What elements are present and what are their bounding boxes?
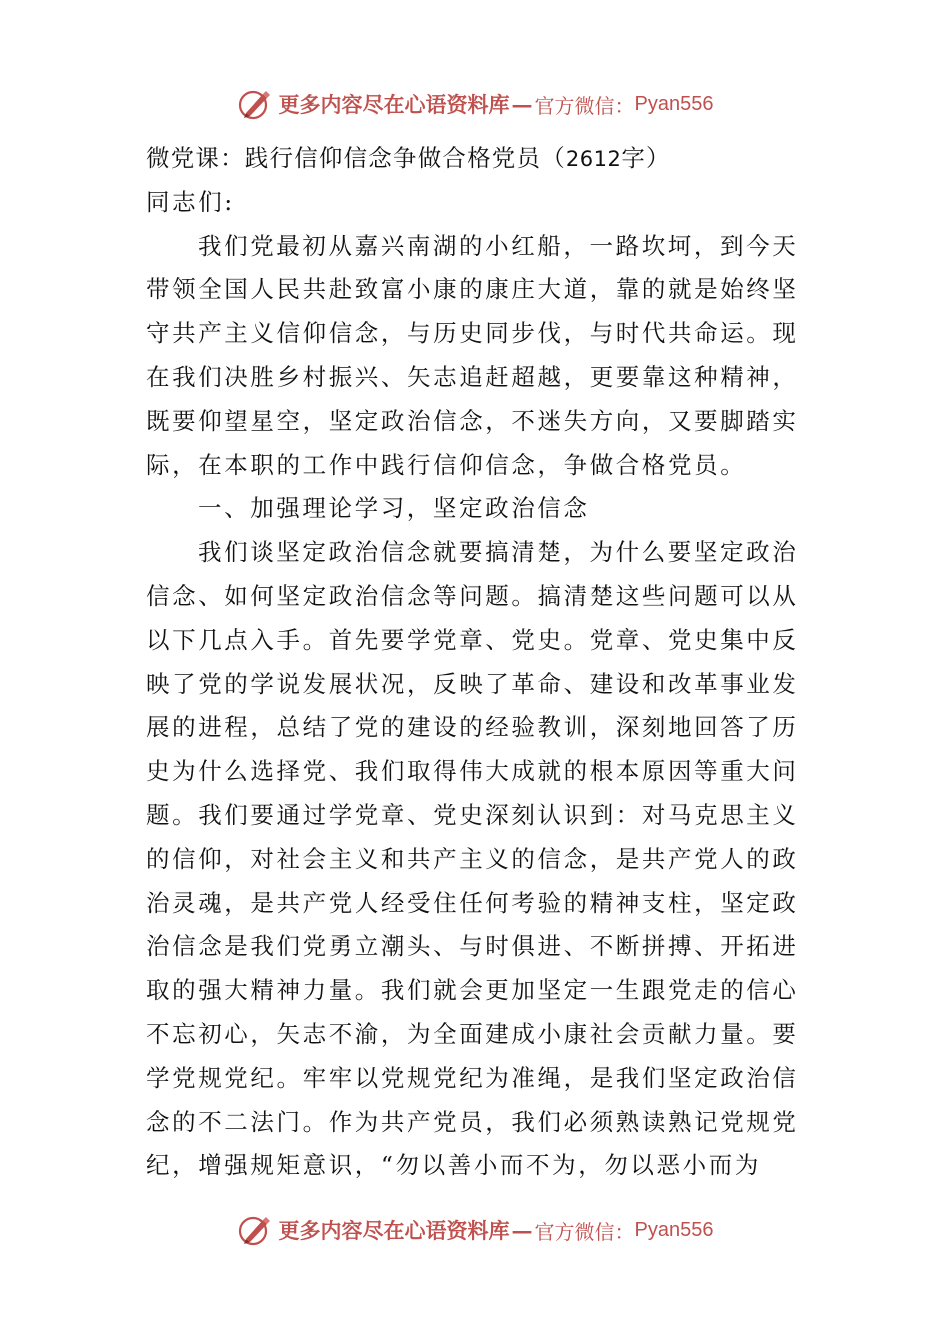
title-prefix: 微党课：践行信仰信念争做合格党员（	[146, 144, 566, 172]
text-line: 我们党最初从嘉兴南湖的小红船，一路坎坷，到今天	[198, 231, 799, 260]
banner-wechat-id: Pyan556	[634, 1218, 714, 1241]
footer-banner	[0, 1210, 950, 1250]
text-line: 展的进程，总结了党的建设的经验教训，深刻地回答了历	[146, 713, 799, 742]
document-body	[146, 137, 810, 1188]
text-line: 守共产主义信仰信念，与历史同步伐，与时代共命运。现	[146, 319, 799, 348]
pen-logo-icon	[237, 1212, 273, 1248]
header-banner	[0, 84, 950, 124]
text-line: 史为什么选择党、我们取得伟大成就的根本原因等重大问	[146, 757, 799, 786]
text-line: 的信仰，对社会主义和共产主义的信念，是共产党人的政	[146, 844, 799, 873]
text-line: 题。我们要通过学党章、党史深刻认识到：对马克思主义	[146, 800, 799, 829]
banner-brand: 更多内容尽在心语资料库	[278, 92, 510, 117]
text-line: 信念、如何坚定政治信念等问题。搞清楚这些问题可以从	[146, 581, 799, 610]
title-word-count: 2612	[565, 147, 622, 171]
text-line: 既要仰望星空，坚定政治信念，不迷失方向，又要脚踏实	[146, 406, 799, 435]
text-line: 学党规党纪。牢牢以党规党纪为准绳，是我们坚定政治信	[146, 1063, 799, 1092]
banner-separator: —	[511, 91, 533, 117]
text-line: 在我们决胜乡村振兴、矢志追赶超越，更要靠这种精神，	[146, 362, 799, 391]
salutation: 同志们:	[146, 187, 235, 216]
banner-wechat-label: 官方微信：	[534, 93, 635, 118]
text-line: 一、加强理论学习，坚定政治信念	[198, 494, 590, 523]
text-line: 治灵魂，是共产党人经受住任何考验的精神支柱，坚定政	[146, 888, 799, 917]
banner-separator: —	[511, 1217, 533, 1243]
text-line: 不忘初心，矢志不渝，为全面建成小康社会贡献力量。要	[146, 1019, 799, 1048]
text-line: 治信念是我们党勇立潮头、与时俱进、不断拼搏、开拓进	[146, 932, 799, 961]
text-line: 我们谈坚定政治信念就要搞清楚，为什么要坚定政治	[198, 538, 799, 567]
text-line: 取的强大精神力量。我们就会更加坚定一生跟党走的信心	[146, 976, 799, 1005]
text-line: 纪，增强规矩意识，“勿以善小而不为，勿以恶小而为	[146, 1151, 761, 1180]
banner-wechat-label: 官方微信：	[534, 1219, 635, 1244]
text-line: 际，在本职的工作中践行信仰信念，争做合格党员。	[146, 450, 747, 479]
pen-logo-icon	[237, 86, 273, 122]
text-line: 以下几点入手。首先要学党章、党史。党章、党史集中反	[146, 625, 799, 654]
document-title	[146, 137, 810, 181]
paragraph-lines	[146, 225, 810, 1189]
text-line: 映了党的学说发展状况，反映了革命、建设和改革事业发	[146, 669, 799, 698]
title-suffix: 字）	[621, 144, 671, 172]
text-line: 带领全国人民共赴致富小康的康庄大道，靠的就是始终坚	[146, 275, 799, 304]
banner-wechat-id: Pyan556	[634, 92, 714, 115]
banner-brand: 更多内容尽在心语资料库	[278, 1218, 510, 1243]
text-line: 念的不二法门。作为共产党员，我们必须熟读熟记党规党	[146, 1107, 799, 1136]
